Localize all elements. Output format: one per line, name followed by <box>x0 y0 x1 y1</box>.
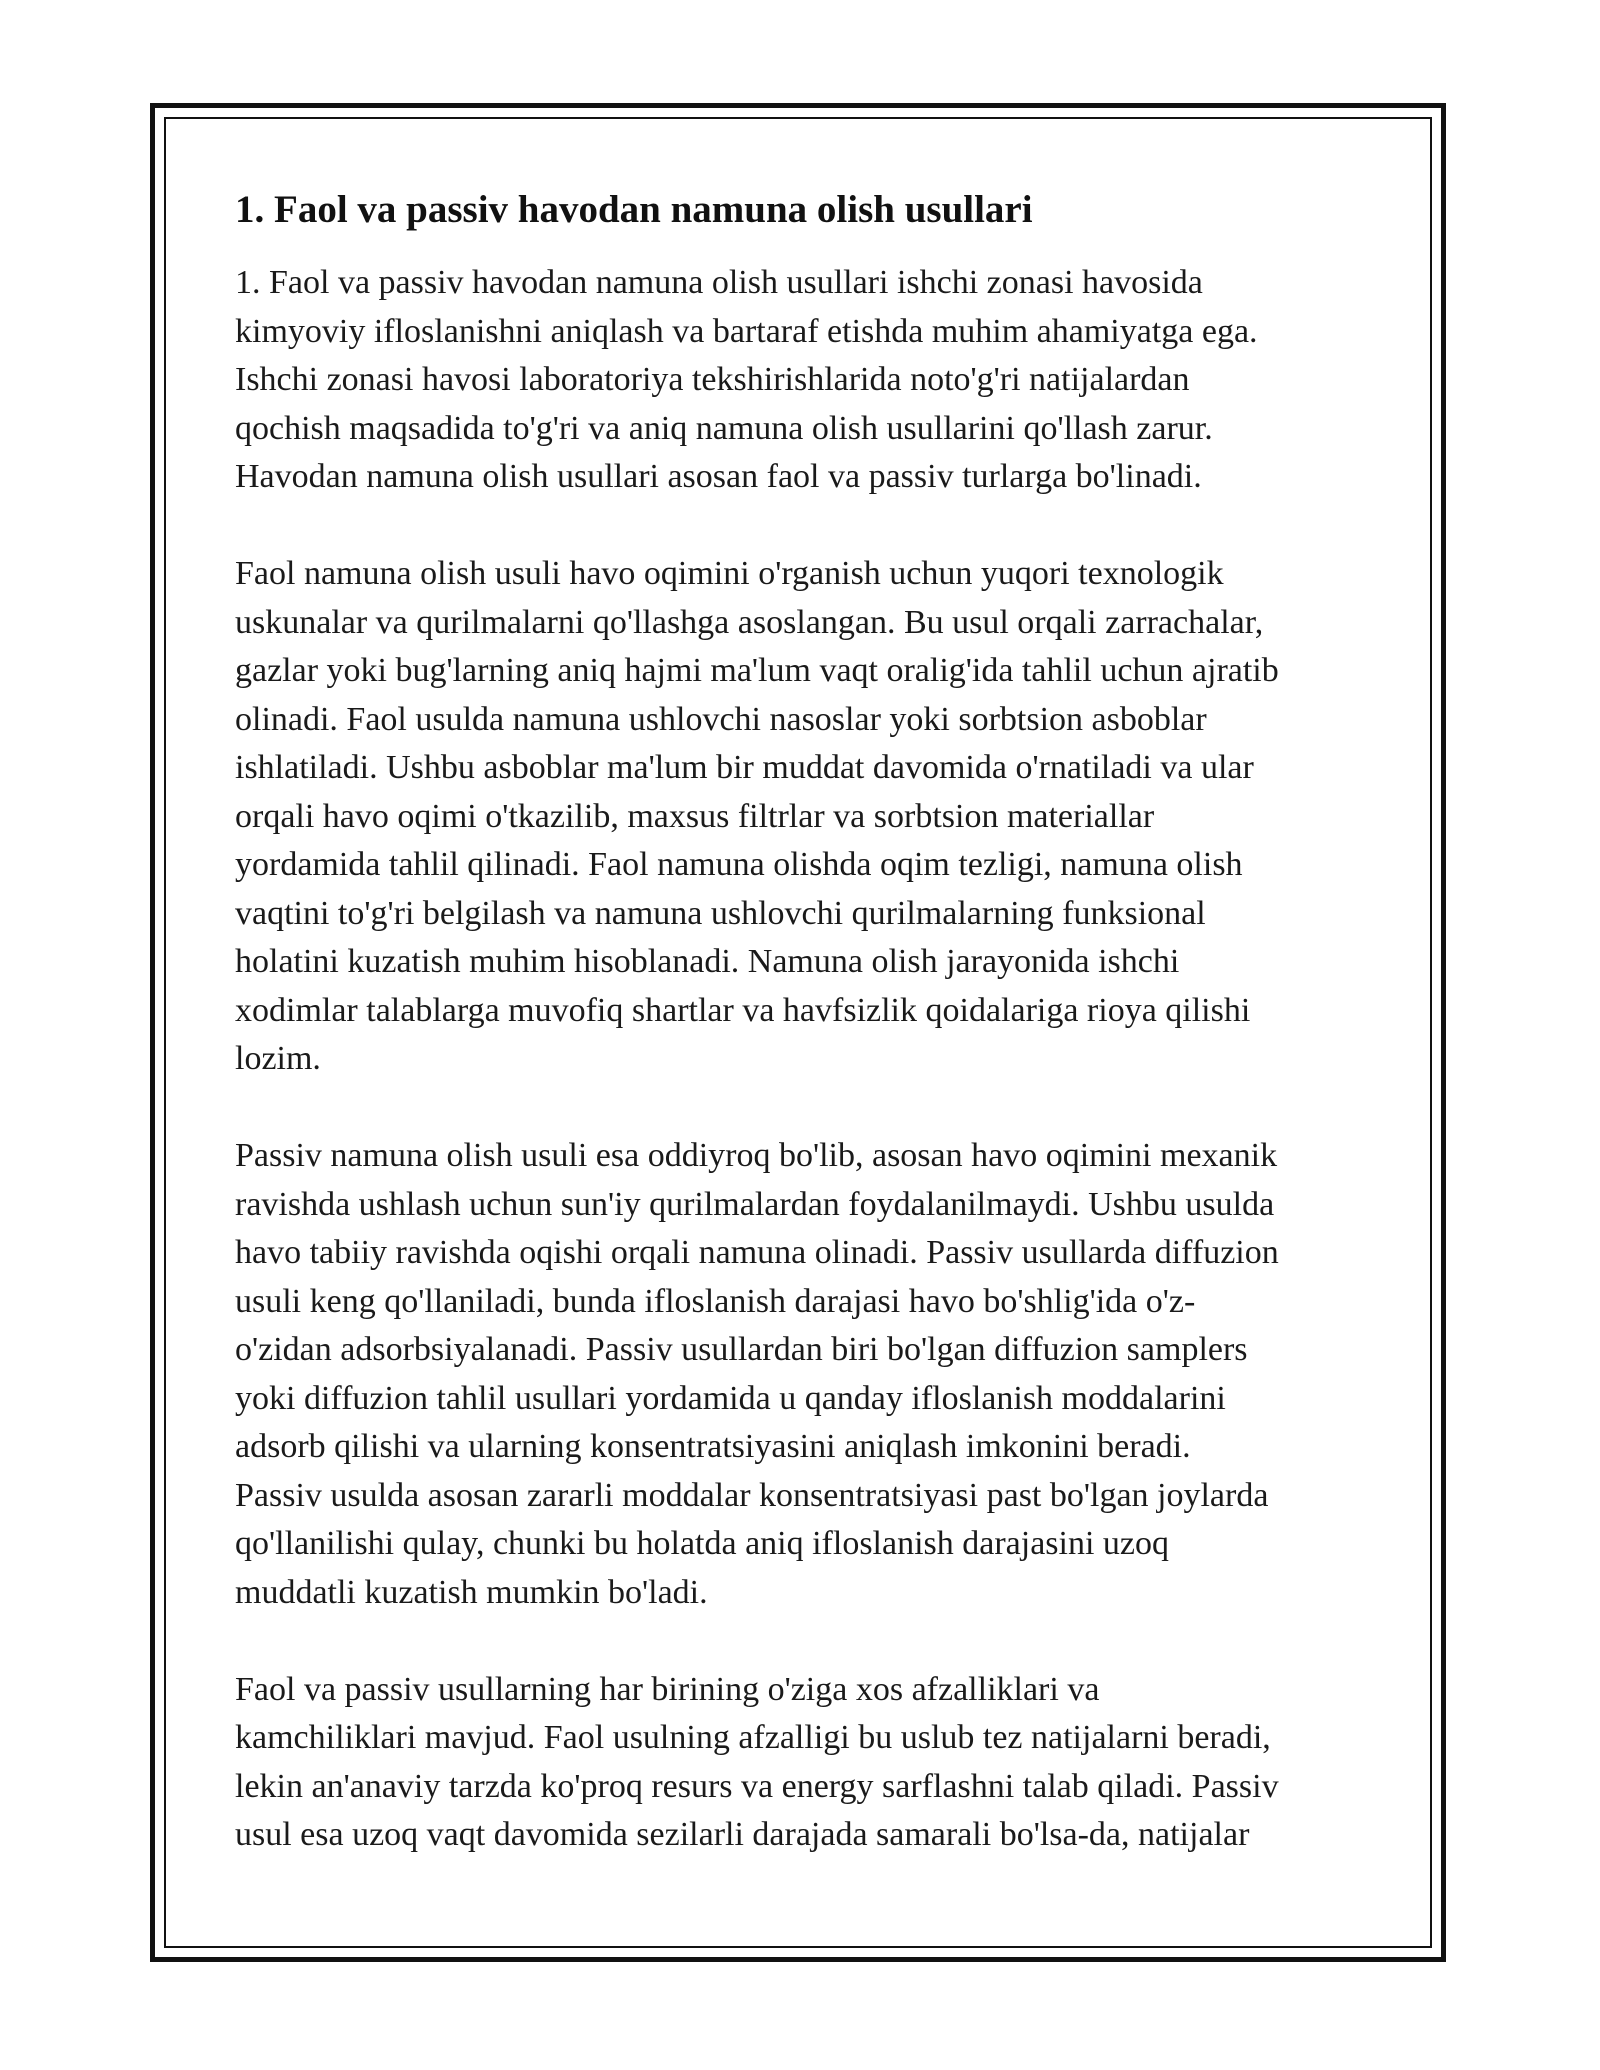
text-line: qo'llanilishi qulay, chunki bu holatda aniq ifloslanish darajasini uzoq <box>235 1525 1170 1562</box>
text-line: Faol va passiv usullarning har birining o'ziga xos afzalliklari va <box>235 1670 1100 1708</box>
text-line: ravishda ushlash uchun sun'iy qurilmalardan foydalanilmaydi. Ushbu usulda <box>235 1185 1275 1223</box>
text-line: 1. Faol va passiv havodan namuna olish usullari ishchi zonasi havosida <box>235 264 1203 301</box>
text-line: gazlar yoki bug'larning aniq hajmi ma'lum vaqt oralig'ida tahlil uchun ajratib <box>235 652 1279 689</box>
text-line: muddatli kuzatish mumkin bo'ladi. <box>235 1573 708 1611</box>
text-line: qochish maqsadida to'g'ri va aniq namuna olish usullarini qo'llash zarur. <box>235 409 1213 447</box>
text-line: vaqtini to'g'ri belgilash va namuna ushlovchi qurilmalarning funksional <box>235 894 1206 932</box>
paragraph <box>235 1666 1385 1860</box>
text-line: o'zidan adsorbsiyalanadi. Passiv usullardan biri bo'lgan diffuzion samplers <box>235 1331 1248 1368</box>
text-line: kimyoviy ifloslanishni aniqlash va bartaraf etishda muhim ahamiyatga ega. <box>235 312 1258 350</box>
text-line: Faol namuna olish usuli havo oqimini o'rganish uchun yuqori texnologik <box>235 555 1224 592</box>
paragraph <box>235 1132 1385 1617</box>
text-line: lozim. <box>235 1040 321 1077</box>
text-line: havo tabiiy ravishda oqishi orqali namuna olinadi. Passiv usullarda diffuzion <box>235 1234 1279 1271</box>
text-line: ishlatiladi. Ushbu asboblar ma'lum bir muddat davomida o'rnatiladi va ular <box>235 749 1254 786</box>
text-line: Ishchi zonasi havosi laboratoriya tekshirishlarida noto'g'ri natijalardan <box>235 361 1190 398</box>
paragraph <box>235 550 1385 1084</box>
paragraph <box>235 259 1385 502</box>
paragraph-list <box>235 259 1385 1860</box>
text-line: lekin an'anaviy tarzda ko'proq resurs va energy sarflashni talab qiladi. Passiv <box>235 1767 1279 1805</box>
text-line: olinadi. Faol usulda namuna ushlovchi nasoslar yoki sorbtsion asboblar <box>235 700 1207 738</box>
text-line: Havodan namuna olish usullari asosan faol va passiv turlarga bo'linadi. <box>235 458 1202 495</box>
text-line: yoki diffuzion tahlil usullari yordamida u qanday ifloslanish moddalarini <box>235 1379 1226 1417</box>
section-heading: 1. Faol va passiv havodan namuna olish usullari <box>235 188 1033 231</box>
text-line: Passiv namuna olish usuli esa oddiyroq bo'lib, asosan havo oqimini mexanik <box>235 1137 1278 1174</box>
text-line: Passiv usulda asosan zararli moddalar konsentratsiyasi past bo'lgan joylarda <box>235 1476 1269 1514</box>
text-line: usuli keng qo'llaniladi, bunda ifloslanish darajasi havo bo'shlig'ida o'z- <box>235 1282 1196 1320</box>
text-line: orqali havo oqimi o'tkazilib, maxsus filtrlar va sorbtsion materiallar <box>235 797 1155 835</box>
text-line: kamchiliklari mavjud. Faol usulning afzalligi bu uslub tez natijalarni beradi, <box>235 1719 1271 1756</box>
text-line: xodimlar talablarga muvofiq shartlar va havfsizlik qoidalariga rioya qilishi <box>235 991 1251 1029</box>
text-line: adsorb qilishi va ularning konsentratsiyasini aniqlash imkonini beradi. <box>235 1428 1191 1465</box>
document-body <box>235 185 1385 1908</box>
text-line: uskunalar va qurilmalarni qo'llashga asoslangan. Bu usul orqali zarrachalar, <box>235 603 1264 641</box>
text-line: yordamida tahlil qilinadi. Faol namuna olishda oqim tezligi, namuna olish <box>235 846 1243 883</box>
text-line: usul esa uzoq vaqt davomida sezilarli darajada samarali bo'lsa-da, natijalar <box>235 1816 1250 1853</box>
text-line: holatini kuzatish muhim hisoblanadi. Namuna olish jarayonida ishchi <box>235 943 1180 980</box>
